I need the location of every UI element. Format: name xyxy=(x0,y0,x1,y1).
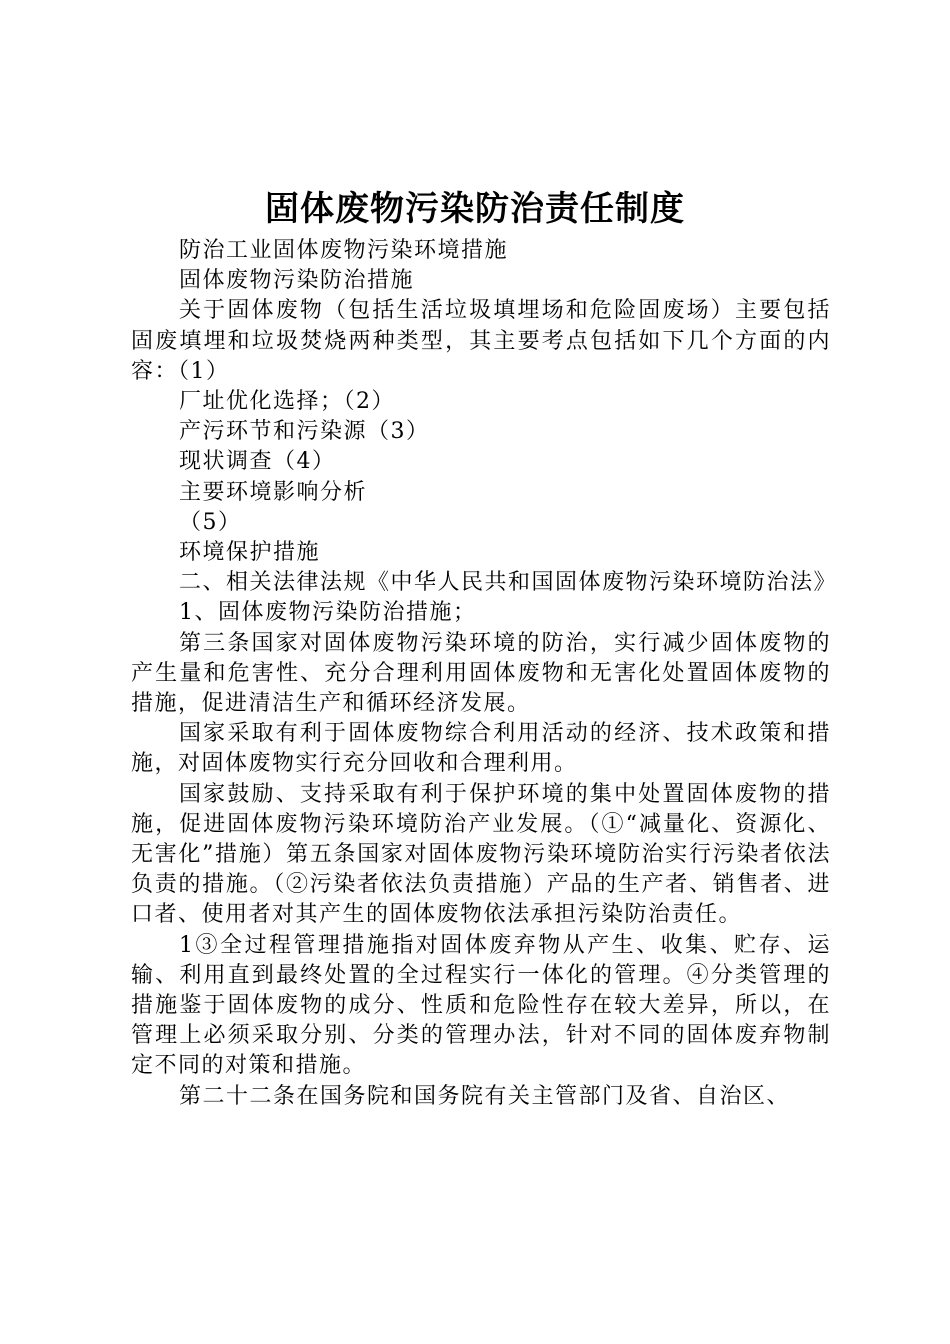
paragraph: 国家鼓励、支持采取有利于保护环境的集中处置固体废物的措施，促进固体废物污染环境防治产业发展。（①“减量化、资源化、无害化”措施）第五条国家对固体废物污染环境防治实行污染者依法负责的措施。（②污染者依法负责措施）产品的生产者、销售者、进口者、使用者对其产生的固体废物依法承担污染防治责任。 xyxy=(131,781,831,928)
paragraph: 厂址优化选择；（2） xyxy=(179,389,395,415)
paragraph: 防治工业固体废物污染环境措施 xyxy=(179,238,509,263)
paragraph: 固体废物污染防治措施 xyxy=(179,268,415,294)
paragraph: 1③全过程管理措施指对固体废弃物从产生、收集、贮存、运输、利用直到最终处置的全过程实行一体化的管理。④分类管理的措施鉴于固体废物的成分、性质和危险性存在较大差异，所以，在管理上必须采取分别、分类的管理办法，针对不同的固体废弃物制定不同的对策和措施。 xyxy=(131,932,831,1079)
paragraph: 第二十二条在国务院和国务院有关主管部门及省、自治区、 xyxy=(179,1083,791,1109)
paragraph: 产污环节和污染源（3） xyxy=(179,419,430,445)
paragraph: 第三条国家对固体废物污染环境的防治，实行减少固体废物的产生量和危害性、充分合理利用固体废物和无害化处置固体废物的措施，促进清洁生产和循环经济发展。 xyxy=(131,630,831,717)
paragraph: 二、相关法律法规《中华人民共和国固体废物污染环境防治法》 xyxy=(179,570,838,596)
paragraph: 关于固体废物（包括生活垃圾填埋场和危险固废场）主要包括固废填埋和垃圾焚烧两种类型，其主要考点包括如下几个方面的内容：（1） xyxy=(131,298,831,384)
document-title: 固体废物污染防治责任制度 xyxy=(265,189,685,229)
paragraph: 1、固体废物污染防治措施； xyxy=(179,600,477,626)
document-body xyxy=(131,236,838,1112)
paragraph: 主要环境影响分析 xyxy=(179,479,368,505)
paragraph: 国家采取有利于固体废物综合利用活动的经济、技术政策和措施，对固体废物实行充分回收和合理利用。 xyxy=(131,721,831,777)
paragraph: 现状调查（4） xyxy=(179,449,336,475)
paragraph: 环境保护措施 xyxy=(179,540,321,566)
paragraph: （5） xyxy=(179,509,242,535)
